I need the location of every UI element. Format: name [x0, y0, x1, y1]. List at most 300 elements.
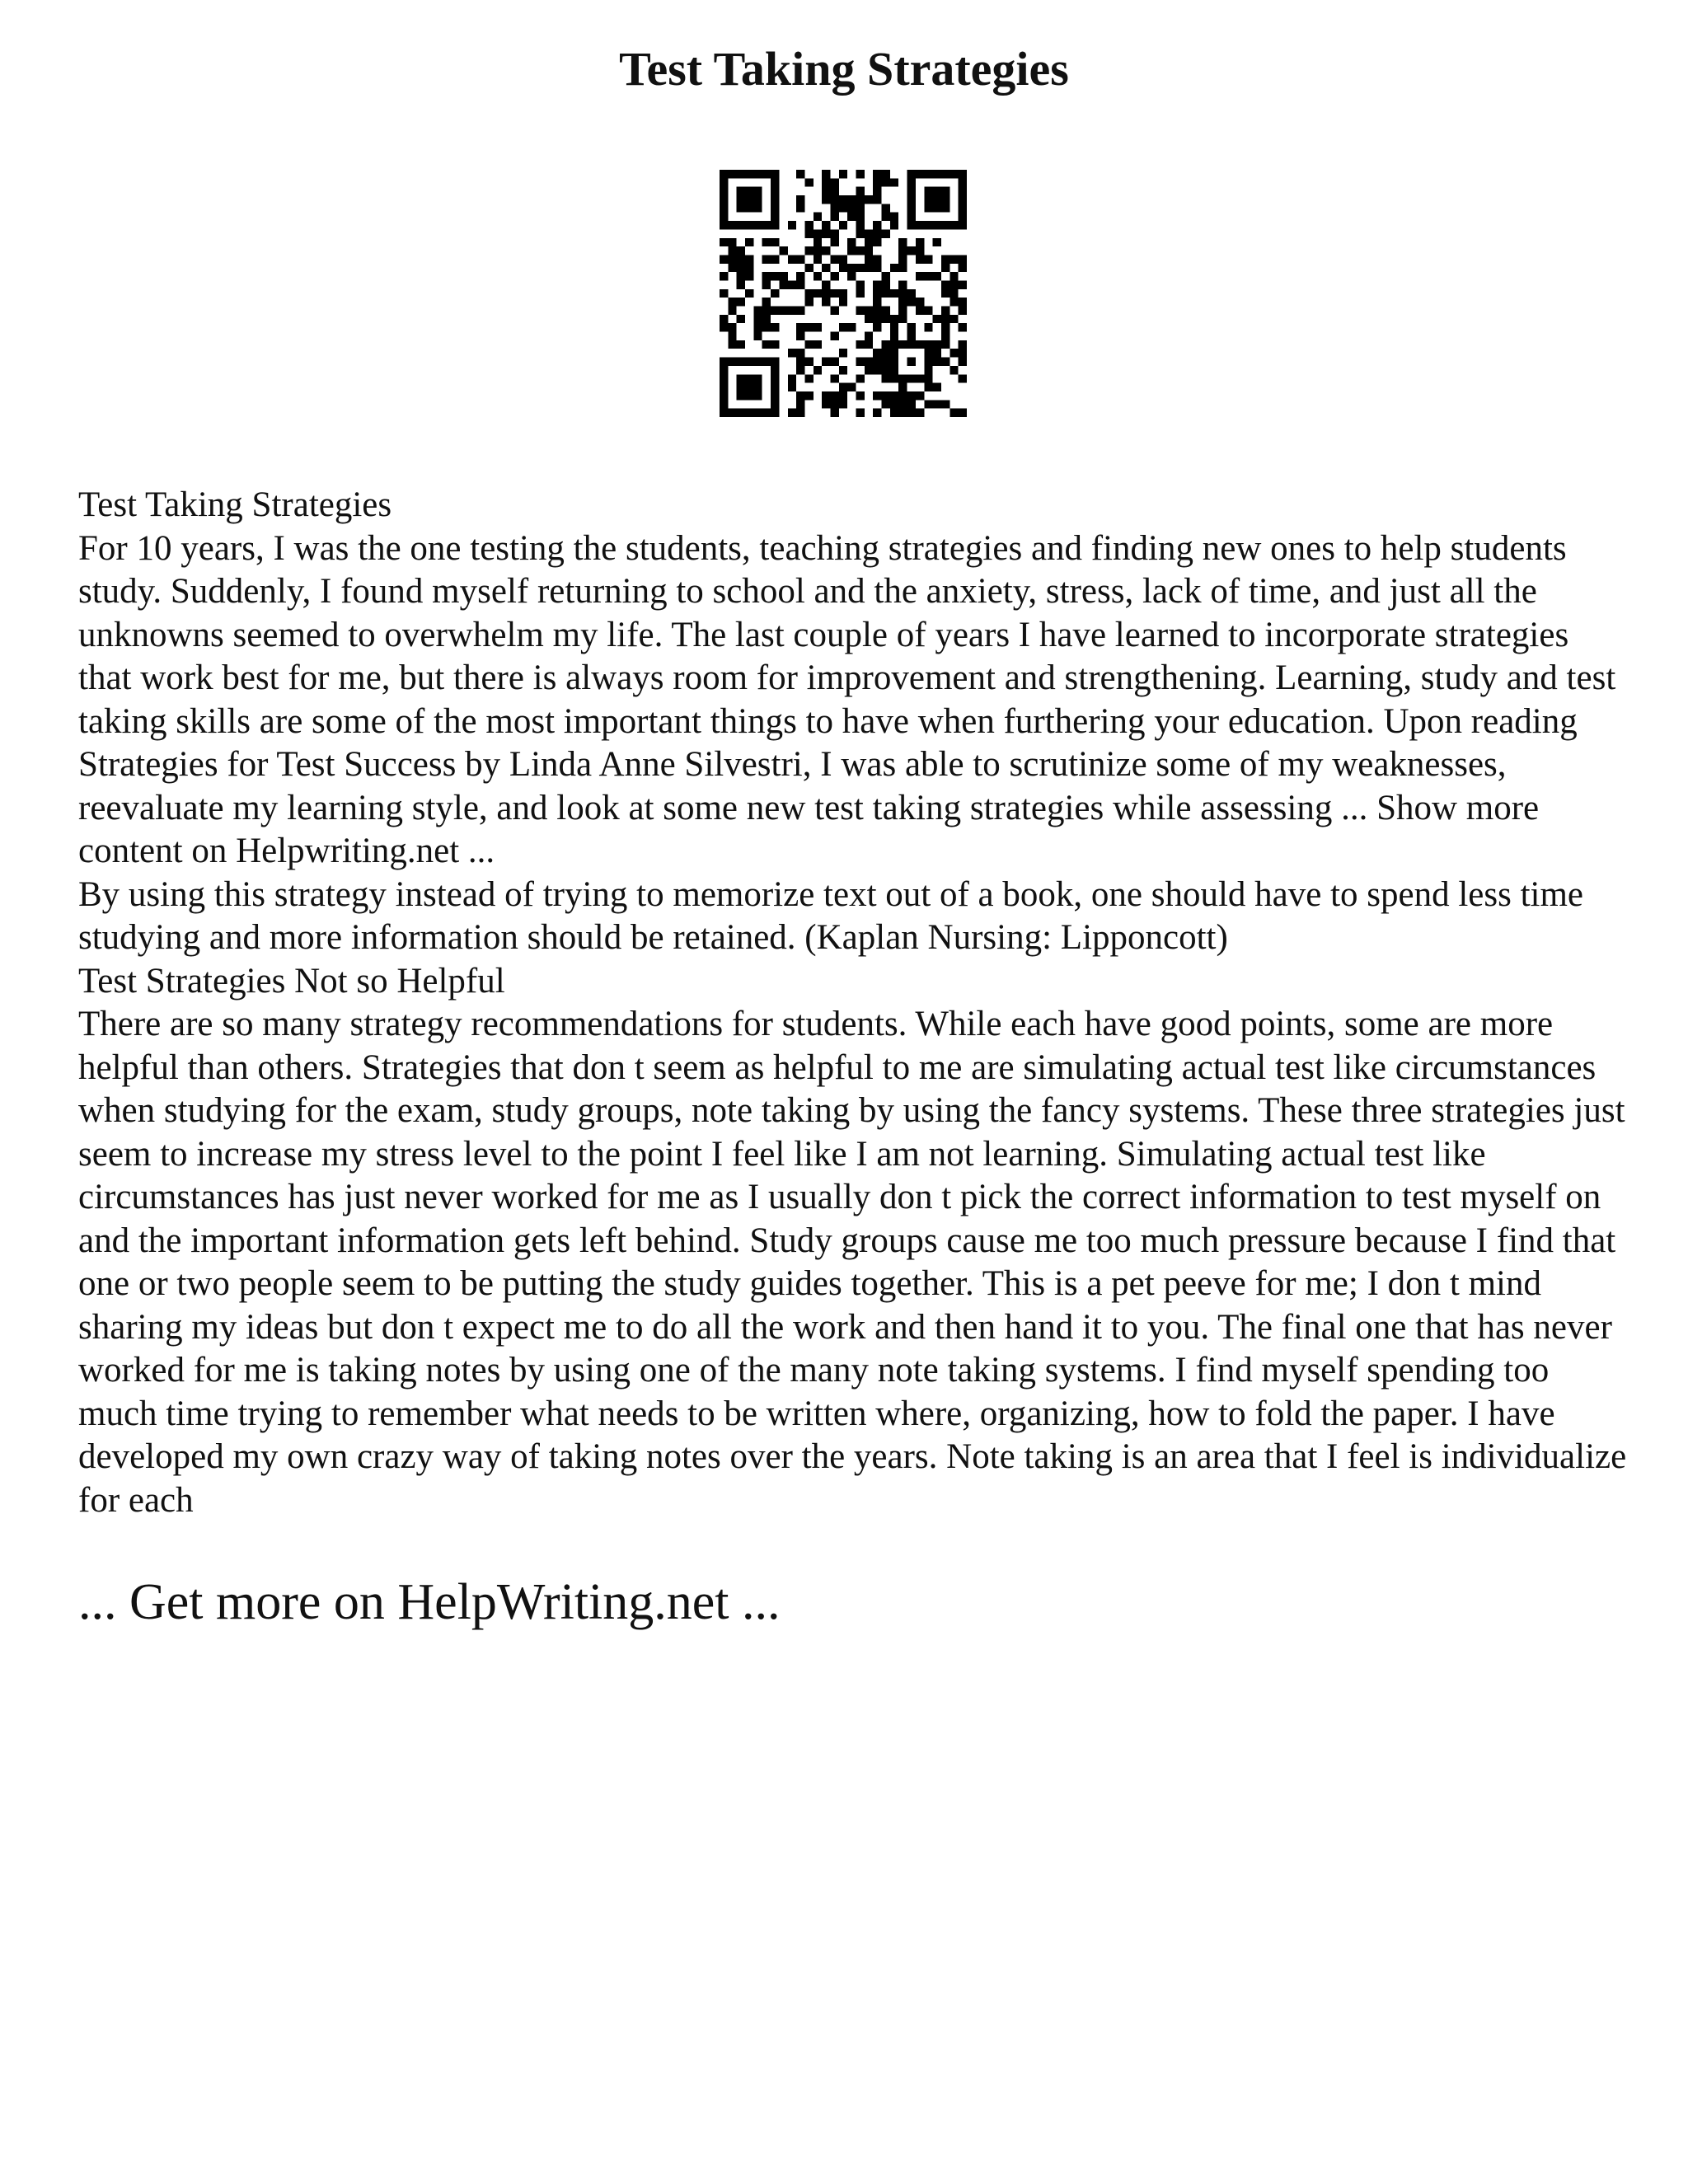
- qr-module: [830, 187, 838, 195]
- qr-module: [907, 374, 916, 382]
- qr-module: [745, 358, 753, 366]
- qr-module: [950, 409, 958, 417]
- qr-module: [822, 391, 830, 400]
- qr-module: [745, 195, 753, 204]
- qr-module: [737, 204, 745, 212]
- qr-module: [890, 323, 898, 331]
- qr-module: [753, 221, 762, 229]
- qr-module: [959, 221, 967, 229]
- qr-module: [720, 238, 728, 246]
- qr-module: [873, 170, 881, 178]
- qr-module: [830, 374, 838, 382]
- qr-module: [839, 221, 847, 229]
- qr-module: [796, 400, 804, 408]
- qr-module: [822, 178, 830, 186]
- qr-module: [753, 315, 762, 323]
- qr-module: [847, 238, 856, 246]
- qr-module: [839, 264, 847, 272]
- qr-module: [737, 409, 745, 417]
- body-paragraph: For 10 years, I was the one testing the students, teaching strategies and finding new ones to help students study. Suddenly, I found myself returning to school and the anxiety, stress, lack of time, and just all the unknowns seemed to overwhelm my life. The last couple of years I have learned to incorporate strategies that work best for me, but there is always room for improvement and strengthening. Learning, study and test taking skills are some of the most important things to have when furthering your education. Upon reading Strategies for Test Success by Linda Anne Silvestri, I was able to scrutinize some of my weaknesses, reevaluate my learning style, and look at some new test taking strategies while assessing ... Show more content on Helpwriting.net ...: [78, 528, 1616, 870]
- qr-module: [950, 366, 958, 374]
- qr-module: [933, 170, 941, 178]
- qr-module: [865, 238, 873, 246]
- qr-module: [788, 409, 796, 417]
- qr-module: [796, 391, 804, 400]
- qr-module: [796, 366, 804, 374]
- qr-module: [959, 178, 967, 186]
- qr-module: [959, 349, 967, 357]
- qr-module: [839, 195, 847, 204]
- qr-module: [771, 400, 779, 408]
- qr-module: [720, 391, 728, 400]
- qr-module: [873, 315, 881, 323]
- qr-module: [873, 358, 881, 366]
- qr-module: [728, 170, 736, 178]
- qr-module: [950, 349, 958, 357]
- qr-module: [907, 358, 916, 366]
- qr-module: [890, 221, 898, 229]
- qr-module: [822, 246, 830, 255]
- qr-module: [856, 374, 865, 382]
- qr-module: [830, 178, 838, 186]
- qr-module: [916, 221, 924, 229]
- qr-module: [847, 195, 856, 204]
- qr-module: [720, 374, 728, 382]
- qr-module: [771, 391, 779, 400]
- qr-module: [796, 323, 804, 331]
- qr-module: [796, 409, 804, 417]
- qr-module: [830, 289, 838, 298]
- qr-module: [745, 272, 753, 280]
- qr-module: [882, 170, 890, 178]
- qr-module: [959, 409, 967, 417]
- qr-module: [941, 332, 950, 340]
- qr-module: [882, 358, 890, 366]
- qr-module: [839, 204, 847, 212]
- qr-module: [720, 315, 728, 323]
- qr-module: [959, 170, 967, 178]
- qr-module: [771, 366, 779, 374]
- qr-module: [933, 358, 941, 366]
- qr-module: [737, 170, 745, 178]
- section-heading: Test Taking Strategies: [78, 485, 392, 524]
- qr-module: [941, 340, 950, 349]
- qr-module: [933, 204, 941, 212]
- qr-module: [771, 195, 779, 204]
- qr-module: [941, 170, 950, 178]
- qr-module: [745, 170, 753, 178]
- qr-module: [882, 349, 890, 357]
- qr-module: [728, 298, 736, 306]
- qr-module: [916, 170, 924, 178]
- qr-module: [950, 298, 958, 306]
- qr-module: [822, 195, 830, 204]
- section-heading: Test Strategies Not so Helpful: [78, 961, 505, 1001]
- qr-module: [865, 340, 873, 349]
- qr-module: [907, 195, 916, 204]
- qr-module: [720, 366, 728, 374]
- qr-module: [728, 264, 736, 272]
- qr-module: [753, 204, 762, 212]
- qr-module: [856, 340, 865, 349]
- qr-module: [916, 272, 924, 280]
- qr-module: [890, 178, 898, 186]
- qr-module: [796, 195, 804, 204]
- qr-module: [788, 307, 796, 315]
- qr-module: [745, 391, 753, 400]
- qr-module: [933, 340, 941, 349]
- qr-module: [865, 366, 873, 374]
- qr-module: [933, 349, 941, 357]
- qr-module: [907, 409, 916, 417]
- qr-module: [924, 221, 932, 229]
- qr-module: [865, 264, 873, 272]
- qr-module: [771, 383, 779, 391]
- qr-module: [804, 229, 813, 237]
- qr-module: [865, 315, 873, 323]
- qr-module: [959, 204, 967, 212]
- qr-module: [865, 307, 873, 315]
- qr-module: [916, 238, 924, 246]
- qr-module: [873, 238, 881, 246]
- qr-module: [882, 315, 890, 323]
- qr-module: [728, 340, 736, 349]
- qr-module: [873, 195, 881, 204]
- qr-module: [796, 255, 804, 263]
- qr-module: [898, 255, 907, 263]
- qr-module: [847, 272, 856, 280]
- qr-module: [847, 213, 856, 221]
- qr-module: [959, 213, 967, 221]
- qr-module: [745, 204, 753, 212]
- qr-module: [916, 374, 924, 382]
- qr-module: [847, 323, 856, 331]
- qr-module: [804, 374, 813, 382]
- qr-module: [822, 298, 830, 306]
- qr-module: [804, 340, 813, 349]
- qr-module: [890, 349, 898, 357]
- qr-module: [950, 255, 958, 263]
- qr-module: [745, 383, 753, 391]
- qr-module: [771, 187, 779, 195]
- qr-module: [924, 272, 932, 280]
- qr-module: [924, 366, 932, 374]
- get-more-link[interactable]: ... Get more on HelpWriting.net ...: [78, 1574, 781, 1630]
- qr-module: [720, 400, 728, 408]
- qr-module: [788, 280, 796, 288]
- qr-module: [839, 298, 847, 306]
- qr-module: [898, 307, 907, 315]
- qr-module: [882, 272, 890, 280]
- qr-module: [856, 264, 865, 272]
- qr-module: [771, 221, 779, 229]
- qr-module: [890, 315, 898, 323]
- qr-module: [882, 400, 890, 408]
- qr-module: [796, 332, 804, 340]
- qr-module: [753, 170, 762, 178]
- qr-module: [959, 307, 967, 315]
- qr-module: [924, 358, 932, 366]
- document-body: [78, 484, 1628, 1522]
- qr-module: [796, 358, 804, 366]
- qr-module: [796, 272, 804, 280]
- qr-module: [788, 255, 796, 263]
- qr-module: [865, 255, 873, 263]
- qr-module: [890, 332, 898, 340]
- qr-module: [890, 400, 898, 408]
- qr-module: [822, 187, 830, 195]
- qr-module: [941, 400, 950, 408]
- qr-module: [771, 374, 779, 382]
- qr-module: [737, 246, 745, 255]
- qr-module: [873, 264, 881, 272]
- qr-module: [822, 280, 830, 288]
- qr-module: [873, 229, 881, 237]
- qr-module: [907, 400, 916, 408]
- qr-module: [950, 221, 958, 229]
- qr-module: [830, 272, 838, 280]
- qr-module: [950, 315, 958, 323]
- qr-module: [924, 374, 932, 382]
- qr-module: [890, 340, 898, 349]
- qr-module: [959, 280, 967, 288]
- qr-module: [839, 383, 847, 391]
- qr-module: [830, 307, 838, 315]
- qr-module: [822, 289, 830, 298]
- qr-module: [873, 323, 881, 331]
- qr-module: [882, 229, 890, 237]
- qr-module: [873, 187, 881, 195]
- qr-module: [822, 170, 830, 178]
- qr-module: [728, 255, 736, 263]
- qr-module: [737, 280, 745, 288]
- qr-module: [941, 315, 950, 323]
- qr-module: [924, 340, 932, 349]
- qr-module: [771, 307, 779, 315]
- qr-module: [814, 246, 822, 255]
- qr-module: [941, 195, 950, 204]
- qr-module: [890, 213, 898, 221]
- qr-module: [933, 315, 941, 323]
- qr-module: [737, 195, 745, 204]
- qr-module: [796, 170, 804, 178]
- qr-module: [796, 307, 804, 315]
- qr-module: [804, 246, 813, 255]
- qr-module: [924, 400, 932, 408]
- qr-module: [814, 213, 822, 221]
- qr-module: [762, 272, 771, 280]
- qr-module: [737, 221, 745, 229]
- qr-module: [924, 349, 932, 357]
- qr-module: [882, 280, 890, 288]
- qr-module: [814, 323, 822, 331]
- qr-module: [865, 246, 873, 255]
- qr-module: [941, 358, 950, 366]
- qr-module: [771, 213, 779, 221]
- qr-module: [898, 400, 907, 408]
- qr-module: [916, 409, 924, 417]
- qr-module: [907, 204, 916, 212]
- qr-module: [771, 340, 779, 349]
- qr-module: [941, 221, 950, 229]
- qr-module: [788, 374, 796, 382]
- qr-module: [890, 409, 898, 417]
- qr-module: [856, 307, 865, 315]
- qr-module: [941, 280, 950, 288]
- qr-module: [762, 340, 771, 349]
- qr-module: [737, 315, 745, 323]
- qr-module: [916, 246, 924, 255]
- qr-module: [728, 246, 736, 255]
- qr-module: [728, 358, 736, 366]
- qr-module: [814, 229, 822, 237]
- qr-module: [933, 195, 941, 204]
- qr-module: [822, 221, 830, 229]
- qr-module: [924, 383, 932, 391]
- body-paragraph: There are so many strategy recommendations for students. While each have good points, some are more helpful than others. Strategies that don t seem as helpful to me are simulating actual test like circumstances when studying for the exam, study groups, note taking by using the fancy systems. These three strategies just seem to increase my stress level to the point I feel like I am not learning. Simulating actual test like circumstances has just never worked for me as I usually don t pick the correct information to test myself on and the important information gets left behind. Study groups cause me too much pressure because I find that one or two people seem to be putting the study guides together. This is a pet peeve for me; I don t mind sharing my ideas but don t expect me to do all the work and then hand it to you. The final one that has never worked for me is taking notes by using one of the many note taking systems. I find myself spending too much time trying to remember what needs to be written where, organizing, how to fold the paper. I have developed my own crazy way of taking notes over the years. Note taking is an area that I feel is individualize for each: [78, 1005, 1627, 1520]
- qr-module: [830, 213, 838, 221]
- qr-module: [753, 323, 762, 331]
- qr-module: [941, 255, 950, 263]
- qr-module: [882, 307, 890, 315]
- qr-module: [745, 374, 753, 382]
- page-title: Test Taking Strategies: [619, 42, 1069, 96]
- qr-module: [762, 170, 771, 178]
- qr-module: [847, 264, 856, 272]
- qr-module: [753, 374, 762, 382]
- qr-module: [771, 255, 779, 263]
- qr-module: [890, 391, 898, 400]
- qr-module: [839, 289, 847, 298]
- qr-module: [882, 340, 890, 349]
- qr-module: [788, 349, 796, 357]
- qr-module: [882, 374, 890, 382]
- qr-module: [762, 358, 771, 366]
- qr-module: [924, 323, 932, 331]
- qr-module: [737, 374, 745, 382]
- qr-module: [728, 323, 736, 331]
- qr-module: [873, 349, 881, 357]
- qr-module: [873, 289, 881, 298]
- qr-module: [762, 238, 771, 246]
- qr-module: [856, 221, 865, 229]
- qr-module: [728, 332, 736, 340]
- qr-module: [907, 221, 916, 229]
- qr-module: [753, 307, 762, 315]
- qr-module: [907, 391, 916, 400]
- qr-module: [898, 238, 907, 246]
- qr-module: [804, 289, 813, 298]
- qr-module: [898, 374, 907, 382]
- qr-module: [839, 366, 847, 374]
- qr-module: [959, 195, 967, 204]
- qr-module: [720, 195, 728, 204]
- qr-module: [839, 323, 847, 331]
- qr-module: [804, 323, 813, 331]
- qr-module: [720, 409, 728, 417]
- qr-module: [804, 264, 813, 272]
- qr-module: [839, 400, 847, 408]
- qr-module: [950, 289, 958, 298]
- qr-module: [788, 383, 796, 391]
- qr-module: [839, 391, 847, 400]
- qr-module: [856, 289, 865, 298]
- qr-module: [788, 221, 796, 229]
- qr-module: [924, 307, 932, 315]
- qr-module: [959, 187, 967, 195]
- qr-module: [720, 358, 728, 366]
- qr-module: [822, 358, 830, 366]
- qr-module: [771, 323, 779, 331]
- qr-module: [907, 213, 916, 221]
- qr-module: [762, 298, 771, 306]
- qr-module: [873, 307, 881, 315]
- qr-module: [822, 264, 830, 272]
- qr-module: [890, 289, 898, 298]
- qr-module: [720, 204, 728, 212]
- qr-module: [796, 280, 804, 288]
- qr-module: [916, 298, 924, 306]
- qr-module: [804, 358, 813, 366]
- qr-module: [933, 238, 941, 246]
- qr-module: [924, 187, 932, 195]
- qr-module: [771, 409, 779, 417]
- qr-module: [771, 204, 779, 212]
- qr-module: [890, 264, 898, 272]
- qr-module: [737, 187, 745, 195]
- qr-module: [839, 170, 847, 178]
- qr-module: [779, 246, 787, 255]
- qr-module: [933, 221, 941, 229]
- qr-module: [924, 255, 932, 263]
- qr-module: [745, 255, 753, 263]
- qr-module: [839, 349, 847, 357]
- qr-module: [753, 409, 762, 417]
- qr-module: [720, 272, 728, 280]
- qr-module: [882, 391, 890, 400]
- qr-module: [907, 289, 916, 298]
- qr-module: [762, 221, 771, 229]
- qr-module: [847, 204, 856, 212]
- qr-module: [882, 289, 890, 298]
- qr-module: [933, 383, 941, 391]
- qr-module: [856, 187, 865, 195]
- qr-module: [907, 340, 916, 349]
- qr-module: [762, 323, 771, 331]
- qr-module: [737, 298, 745, 306]
- qr-module: [753, 391, 762, 400]
- qr-module: [856, 204, 865, 212]
- qr-module: [856, 358, 865, 366]
- qr-module: [830, 204, 838, 212]
- qr-module: [762, 409, 771, 417]
- qr-module: [779, 280, 787, 288]
- qr-module: [856, 246, 865, 255]
- qr-module: [745, 238, 753, 246]
- qr-module: [796, 204, 804, 212]
- qr-module: [720, 323, 728, 331]
- qr-module: [762, 255, 771, 263]
- qr-module: [804, 221, 813, 229]
- qr-module: [873, 409, 881, 417]
- qr-module: [753, 195, 762, 204]
- qr-module: [753, 383, 762, 391]
- qr-module: [933, 187, 941, 195]
- qr-module: [856, 213, 865, 221]
- qr-module: [847, 246, 856, 255]
- qr-module: [898, 298, 907, 306]
- qr-module: [959, 323, 967, 331]
